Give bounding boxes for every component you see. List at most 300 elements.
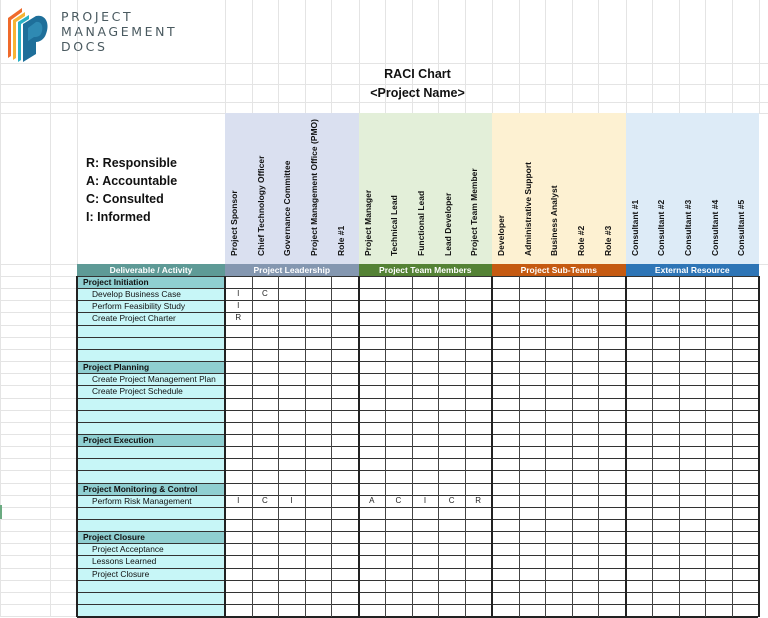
raci-cell[interactable] <box>492 300 519 312</box>
raci-cell[interactable] <box>465 312 492 324</box>
raci-cell[interactable] <box>331 458 358 470</box>
raci-cell[interactable] <box>732 604 759 616</box>
raci-cell[interactable] <box>519 446 546 458</box>
raci-cell[interactable] <box>652 483 679 495</box>
raci-cell[interactable] <box>705 349 732 361</box>
raci-cell[interactable] <box>492 458 519 470</box>
raci-cell[interactable] <box>492 592 519 604</box>
raci-cell[interactable] <box>465 568 492 580</box>
raci-cell[interactable] <box>598 385 625 397</box>
activity-cell[interactable] <box>77 604 225 616</box>
raci-cell[interactable] <box>385 361 412 373</box>
raci-cell[interactable] <box>732 495 759 507</box>
raci-cell[interactable] <box>545 519 572 531</box>
raci-cell[interactable] <box>438 288 465 300</box>
raci-cell[interactable] <box>732 398 759 410</box>
raci-cell[interactable] <box>679 373 706 385</box>
raci-cell[interactable] <box>412 531 439 543</box>
raci-cell[interactable] <box>359 434 386 446</box>
raci-cell[interactable]: R <box>475 495 482 505</box>
raci-cell[interactable] <box>305 580 332 592</box>
raci-cell[interactable] <box>705 470 732 482</box>
raci-cell[interactable] <box>652 495 679 507</box>
raci-cell[interactable] <box>545 385 572 397</box>
raci-cell[interactable] <box>331 422 358 434</box>
activity-cell[interactable] <box>77 507 225 519</box>
raci-cell[interactable] <box>652 373 679 385</box>
raci-cell[interactable] <box>545 470 572 482</box>
raci-cell[interactable] <box>732 410 759 422</box>
activity-cell[interactable] <box>77 519 225 531</box>
raci-cell[interactable] <box>652 288 679 300</box>
raci-cell[interactable] <box>705 568 732 580</box>
raci-cell[interactable] <box>732 568 759 580</box>
raci-cell[interactable] <box>652 568 679 580</box>
raci-cell[interactable] <box>492 483 519 495</box>
raci-cell[interactable] <box>225 446 252 458</box>
raci-cell[interactable] <box>545 325 572 337</box>
raci-cell[interactable] <box>278 483 305 495</box>
raci-cell[interactable] <box>652 519 679 531</box>
raci-cell[interactable] <box>519 604 546 616</box>
raci-cell[interactable] <box>465 373 492 385</box>
raci-cell[interactable] <box>679 422 706 434</box>
raci-cell[interactable] <box>705 410 732 422</box>
raci-cell[interactable] <box>412 337 439 349</box>
raci-cell[interactable]: I <box>237 301 240 311</box>
raci-cell[interactable] <box>412 422 439 434</box>
raci-cell[interactable] <box>545 604 572 616</box>
raci-cell[interactable] <box>305 312 332 324</box>
raci-cell[interactable] <box>626 325 653 337</box>
raci-cell[interactable] <box>438 555 465 567</box>
raci-cell[interactable] <box>705 325 732 337</box>
raci-cell[interactable] <box>492 604 519 616</box>
raci-cell[interactable] <box>385 592 412 604</box>
raci-cell[interactable] <box>385 519 412 531</box>
raci-cell[interactable] <box>385 325 412 337</box>
raci-cell[interactable] <box>598 555 625 567</box>
raci-cell[interactable] <box>545 580 572 592</box>
raci-cell[interactable] <box>359 483 386 495</box>
raci-cell[interactable] <box>705 385 732 397</box>
raci-cell[interactable] <box>385 337 412 349</box>
raci-cell[interactable] <box>492 446 519 458</box>
raci-cell[interactable] <box>652 531 679 543</box>
raci-cell[interactable] <box>305 349 332 361</box>
raci-cell[interactable] <box>598 349 625 361</box>
raci-cell[interactable] <box>545 398 572 410</box>
raci-cell[interactable] <box>278 300 305 312</box>
phase-label-cell[interactable]: Project Monitoring & Control <box>77 483 225 495</box>
raci-cell[interactable] <box>278 422 305 434</box>
raci-cell[interactable] <box>626 568 653 580</box>
raci-cell[interactable] <box>412 519 439 531</box>
raci-cell[interactable] <box>385 276 412 288</box>
raci-cell[interactable]: C <box>262 289 268 299</box>
activity-cell[interactable]: Perform Risk Management <box>92 495 192 506</box>
raci-cell[interactable] <box>465 288 492 300</box>
raci-cell[interactable] <box>626 373 653 385</box>
raci-cell[interactable] <box>278 470 305 482</box>
raci-cell[interactable] <box>225 507 252 519</box>
raci-cell[interactable] <box>492 325 519 337</box>
raci-cell[interactable] <box>385 398 412 410</box>
raci-cell[interactable] <box>679 398 706 410</box>
raci-cell[interactable] <box>385 483 412 495</box>
raci-cell[interactable] <box>652 337 679 349</box>
activity-cell[interactable] <box>77 446 225 458</box>
raci-cell[interactable] <box>705 519 732 531</box>
raci-cell[interactable] <box>652 300 679 312</box>
raci-cell[interactable]: I <box>237 289 240 299</box>
raci-cell[interactable] <box>626 458 653 470</box>
phase-label-cell[interactable]: Project Initiation <box>77 276 225 288</box>
raci-cell[interactable] <box>438 361 465 373</box>
raci-cell[interactable] <box>225 592 252 604</box>
raci-cell[interactable] <box>545 483 572 495</box>
raci-cell[interactable] <box>465 604 492 616</box>
activity-cell[interactable] <box>77 349 225 361</box>
raci-cell[interactable] <box>652 543 679 555</box>
activity-cell[interactable] <box>77 422 225 434</box>
raci-cell[interactable] <box>492 373 519 385</box>
raci-cell[interactable] <box>305 483 332 495</box>
raci-cell[interactable] <box>331 325 358 337</box>
raci-cell[interactable] <box>545 288 572 300</box>
raci-cell[interactable] <box>598 470 625 482</box>
raci-cell[interactable] <box>732 519 759 531</box>
raci-cell[interactable] <box>331 604 358 616</box>
raci-cell[interactable] <box>385 410 412 422</box>
raci-cell[interactable] <box>679 568 706 580</box>
raci-cell[interactable] <box>278 385 305 397</box>
phase-label-cell[interactable]: Project Execution <box>77 434 225 446</box>
raci-cell[interactable] <box>252 349 279 361</box>
raci-cell[interactable] <box>519 349 546 361</box>
raci-cell[interactable] <box>225 337 252 349</box>
raci-cell[interactable] <box>305 276 332 288</box>
raci-cell[interactable] <box>572 361 599 373</box>
raci-cell[interactable] <box>252 458 279 470</box>
raci-cell[interactable] <box>519 568 546 580</box>
raci-cell[interactable] <box>545 361 572 373</box>
raci-cell[interactable] <box>519 312 546 324</box>
raci-cell[interactable] <box>572 507 599 519</box>
raci-cell[interactable] <box>572 410 599 422</box>
raci-cell[interactable] <box>278 325 305 337</box>
raci-cell[interactable] <box>252 580 279 592</box>
raci-cell[interactable] <box>652 422 679 434</box>
raci-cell[interactable] <box>278 519 305 531</box>
raci-cell[interactable] <box>412 398 439 410</box>
raci-cell[interactable] <box>412 555 439 567</box>
raci-cell[interactable] <box>705 276 732 288</box>
raci-cell[interactable] <box>385 458 412 470</box>
activity-cell[interactable]: Perform Feasibility Study <box>92 301 186 312</box>
raci-cell[interactable] <box>412 568 439 580</box>
raci-cell[interactable] <box>278 361 305 373</box>
raci-cell[interactable] <box>545 507 572 519</box>
raci-cell[interactable] <box>359 410 386 422</box>
raci-cell[interactable] <box>465 385 492 397</box>
raci-cell[interactable] <box>598 483 625 495</box>
raci-cell[interactable] <box>305 373 332 385</box>
raci-cell[interactable] <box>305 458 332 470</box>
activity-cell[interactable]: Develop Business Case <box>92 289 181 300</box>
raci-cell[interactable] <box>598 604 625 616</box>
activity-cell[interactable]: Create Project Charter <box>92 313 176 324</box>
raci-cell[interactable] <box>732 385 759 397</box>
raci-cell[interactable] <box>679 531 706 543</box>
raci-cell[interactable] <box>519 422 546 434</box>
raci-cell[interactable] <box>626 507 653 519</box>
raci-cell[interactable] <box>252 446 279 458</box>
raci-cell[interactable] <box>679 276 706 288</box>
raci-cell[interactable] <box>519 337 546 349</box>
raci-cell[interactable] <box>385 507 412 519</box>
raci-cell[interactable] <box>652 555 679 567</box>
raci-cell[interactable] <box>278 555 305 567</box>
raci-cell[interactable] <box>652 361 679 373</box>
raci-cell[interactable] <box>438 312 465 324</box>
raci-cell[interactable] <box>519 300 546 312</box>
raci-cell[interactable] <box>465 434 492 446</box>
raci-cell[interactable] <box>598 288 625 300</box>
raci-cell[interactable] <box>438 385 465 397</box>
raci-cell[interactable] <box>305 361 332 373</box>
raci-cell[interactable] <box>359 312 386 324</box>
raci-cell[interactable] <box>626 483 653 495</box>
raci-cell[interactable] <box>278 458 305 470</box>
raci-cell[interactable] <box>359 373 386 385</box>
raci-cell[interactable] <box>278 543 305 555</box>
raci-cell[interactable] <box>331 373 358 385</box>
raci-cell[interactable] <box>438 410 465 422</box>
raci-cell[interactable] <box>598 568 625 580</box>
raci-cell[interactable] <box>225 422 252 434</box>
raci-cell[interactable] <box>278 337 305 349</box>
raci-cell[interactable] <box>225 458 252 470</box>
raci-cell[interactable] <box>598 325 625 337</box>
raci-cell[interactable] <box>545 410 572 422</box>
raci-cell[interactable] <box>225 470 252 482</box>
raci-cell[interactable] <box>492 568 519 580</box>
raci-cell[interactable] <box>705 495 732 507</box>
raci-cell[interactable] <box>519 592 546 604</box>
raci-cell[interactable] <box>438 580 465 592</box>
raci-cell[interactable] <box>519 458 546 470</box>
raci-cell[interactable] <box>732 458 759 470</box>
raci-cell[interactable] <box>679 458 706 470</box>
raci-cell[interactable] <box>545 555 572 567</box>
raci-cell[interactable] <box>225 398 252 410</box>
raci-cell[interactable] <box>519 531 546 543</box>
raci-cell[interactable] <box>252 312 279 324</box>
raci-cell[interactable] <box>359 568 386 580</box>
raci-cell[interactable] <box>359 543 386 555</box>
raci-cell[interactable] <box>465 361 492 373</box>
raci-cell[interactable] <box>278 288 305 300</box>
raci-cell[interactable] <box>252 398 279 410</box>
raci-cell[interactable] <box>385 300 412 312</box>
raci-cell[interactable] <box>412 349 439 361</box>
raci-cell[interactable] <box>626 531 653 543</box>
raci-cell[interactable] <box>331 276 358 288</box>
raci-cell[interactable] <box>331 398 358 410</box>
activity-cell[interactable]: Lessons Learned <box>92 556 157 567</box>
raci-cell[interactable] <box>732 300 759 312</box>
raci-cell[interactable] <box>412 446 439 458</box>
raci-cell[interactable] <box>305 337 332 349</box>
raci-cell[interactable] <box>626 495 653 507</box>
raci-cell[interactable] <box>519 507 546 519</box>
raci-cell[interactable] <box>545 349 572 361</box>
raci-cell[interactable] <box>519 555 546 567</box>
raci-cell[interactable] <box>732 531 759 543</box>
raci-cell[interactable] <box>278 580 305 592</box>
raci-cell[interactable] <box>626 276 653 288</box>
raci-cell[interactable] <box>598 531 625 543</box>
raci-cell[interactable] <box>305 568 332 580</box>
raci-cell[interactable] <box>438 543 465 555</box>
raci-cell[interactable] <box>331 568 358 580</box>
raci-cell[interactable] <box>412 410 439 422</box>
raci-cell[interactable] <box>519 398 546 410</box>
raci-cell[interactable] <box>545 300 572 312</box>
raci-cell[interactable] <box>492 337 519 349</box>
raci-cell[interactable] <box>652 604 679 616</box>
raci-cell[interactable] <box>252 555 279 567</box>
raci-cell[interactable] <box>305 446 332 458</box>
raci-cell[interactable] <box>492 470 519 482</box>
raci-cell[interactable] <box>679 337 706 349</box>
raci-cell[interactable] <box>385 373 412 385</box>
raci-cell[interactable] <box>331 361 358 373</box>
raci-cell[interactable] <box>652 458 679 470</box>
raci-cell[interactable] <box>331 470 358 482</box>
raci-cell[interactable] <box>438 507 465 519</box>
raci-cell[interactable] <box>626 288 653 300</box>
raci-cell[interactable] <box>705 543 732 555</box>
raci-cell[interactable] <box>385 288 412 300</box>
raci-cell[interactable] <box>465 410 492 422</box>
raci-cell[interactable] <box>652 592 679 604</box>
raci-cell[interactable] <box>652 398 679 410</box>
raci-cell[interactable] <box>412 312 439 324</box>
raci-cell[interactable] <box>412 385 439 397</box>
raci-cell[interactable] <box>598 276 625 288</box>
raci-cell[interactable] <box>626 580 653 592</box>
raci-cell[interactable] <box>519 543 546 555</box>
raci-cell[interactable] <box>519 276 546 288</box>
raci-cell[interactable] <box>572 495 599 507</box>
activity-cell[interactable]: Create Project Schedule <box>92 386 183 397</box>
raci-cell[interactable] <box>252 337 279 349</box>
raci-cell[interactable] <box>412 470 439 482</box>
raci-cell[interactable] <box>412 592 439 604</box>
raci-cell[interactable] <box>412 580 439 592</box>
raci-cell[interactable] <box>412 300 439 312</box>
raci-cell[interactable] <box>519 288 546 300</box>
raci-cell[interactable] <box>679 300 706 312</box>
raci-cell[interactable] <box>331 495 358 507</box>
raci-cell[interactable] <box>385 580 412 592</box>
raci-cell[interactable] <box>572 385 599 397</box>
raci-cell[interactable]: A <box>369 495 375 505</box>
raci-cell[interactable] <box>492 410 519 422</box>
raci-cell[interactable] <box>598 337 625 349</box>
raci-cell[interactable] <box>225 325 252 337</box>
raci-cell[interactable] <box>385 312 412 324</box>
raci-cell[interactable] <box>572 300 599 312</box>
raci-cell[interactable] <box>732 288 759 300</box>
raci-cell[interactable] <box>359 470 386 482</box>
raci-cell[interactable] <box>652 446 679 458</box>
raci-cell[interactable] <box>679 434 706 446</box>
raci-cell[interactable] <box>359 422 386 434</box>
raci-cell[interactable] <box>626 410 653 422</box>
raci-cell[interactable] <box>705 300 732 312</box>
raci-cell[interactable] <box>572 555 599 567</box>
raci-cell[interactable] <box>598 446 625 458</box>
raci-cell[interactable] <box>278 410 305 422</box>
raci-cell[interactable] <box>359 349 386 361</box>
raci-cell[interactable] <box>225 555 252 567</box>
raci-cell[interactable] <box>705 373 732 385</box>
raci-cell[interactable] <box>545 422 572 434</box>
raci-cell[interactable] <box>305 434 332 446</box>
raci-cell[interactable] <box>492 349 519 361</box>
raci-cell[interactable] <box>626 592 653 604</box>
raci-cell[interactable] <box>545 373 572 385</box>
raci-cell[interactable] <box>225 483 252 495</box>
raci-cell[interactable] <box>492 422 519 434</box>
activity-cell[interactable]: Project Acceptance <box>92 544 164 555</box>
raci-cell[interactable] <box>305 507 332 519</box>
raci-cell[interactable] <box>732 349 759 361</box>
raci-cell[interactable] <box>492 519 519 531</box>
raci-cell[interactable]: C <box>395 495 402 505</box>
activity-cell[interactable] <box>77 398 225 410</box>
raci-cell[interactable] <box>519 373 546 385</box>
raci-cell[interactable] <box>732 337 759 349</box>
raci-cell[interactable] <box>305 325 332 337</box>
raci-cell[interactable] <box>572 422 599 434</box>
raci-cell[interactable] <box>385 349 412 361</box>
raci-cell[interactable] <box>626 398 653 410</box>
raci-cell[interactable] <box>359 507 386 519</box>
raci-cell[interactable] <box>705 531 732 543</box>
raci-cell[interactable] <box>492 507 519 519</box>
raci-cell[interactable] <box>278 312 305 324</box>
raci-cell[interactable] <box>465 543 492 555</box>
raci-cell[interactable] <box>598 361 625 373</box>
raci-cell[interactable] <box>705 312 732 324</box>
raci-cell[interactable] <box>412 373 439 385</box>
raci-cell[interactable] <box>732 373 759 385</box>
phase-label-cell[interactable]: Project Closure <box>77 531 225 543</box>
raci-cell[interactable] <box>359 531 386 543</box>
raci-cell[interactable] <box>305 604 332 616</box>
raci-cell[interactable] <box>225 580 252 592</box>
raci-cell[interactable] <box>438 276 465 288</box>
raci-cell[interactable] <box>359 458 386 470</box>
raci-cell[interactable] <box>278 446 305 458</box>
raci-cell[interactable] <box>572 543 599 555</box>
raci-cell[interactable] <box>331 446 358 458</box>
raci-cell[interactable] <box>359 604 386 616</box>
